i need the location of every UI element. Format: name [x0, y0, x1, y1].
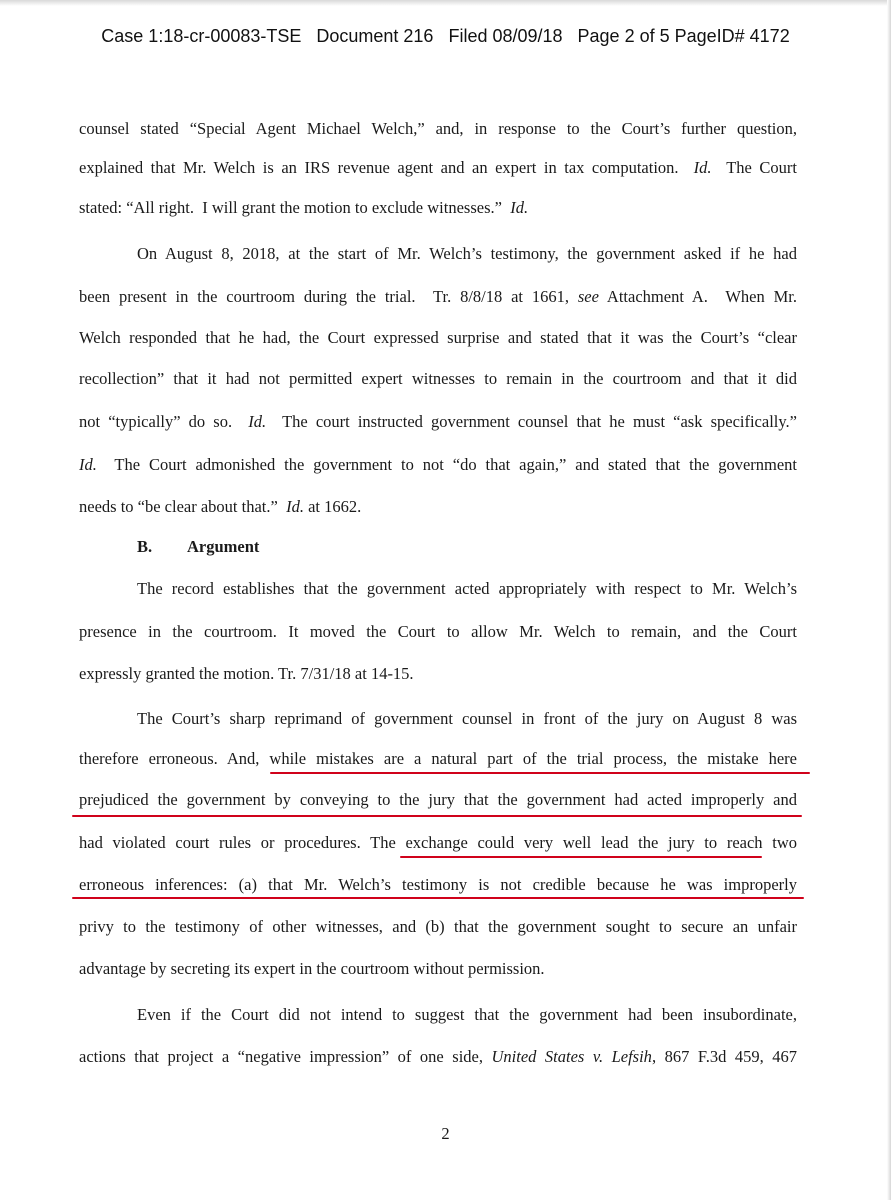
- body-line: expressly granted the motion. Tr. 7/31/18 at 14-15.: [79, 664, 414, 683]
- annotation-underline: [72, 897, 804, 899]
- body-line: therefore erroneous. And, while mistakes are a natural part of the trial process, the mistake here: [79, 749, 797, 768]
- body-line: been present in the courtroom during the trial. Tr. 8/8/18 at 1661, see Attachment A. When Mr.: [79, 287, 797, 306]
- page-top-edge: [0, 0, 891, 6]
- body-line: On August 8, 2018, at the start of Mr. Welch’s testimony, the government asked if he had: [137, 244, 797, 263]
- body-line: recollection” that it had not permitted expert witnesses to remain in the courtroom and that it did: [79, 369, 797, 388]
- body-line: Even if the Court did not intend to suggest that the government had been insubordinate,: [137, 1005, 797, 1024]
- body-line: The record establishes that the government acted appropriately with respect to Mr. Welch’s: [137, 579, 797, 598]
- page-number: 2: [441, 1124, 450, 1143]
- annotation-underline: [400, 856, 762, 858]
- annotation-underline: [270, 772, 810, 774]
- body-line: Id. The Court admonished the government to not “do that again,” and stated that the government: [79, 455, 797, 474]
- body-line: The Court’s sharp reprimand of government counsel in front of the jury on August 8 was: [137, 709, 797, 728]
- body-line: Welch responded that he had, the Court expressed surprise and stated that it was the Court’s “clear: [79, 328, 797, 347]
- body-line: privy to the testimony of other witnesses, and (b) that the government sought to secure an unfair: [79, 917, 797, 936]
- annotation-underline: [72, 815, 802, 817]
- section-heading: Argument: [187, 537, 260, 556]
- body-line: needs to “be clear about that.” Id. at 1662.: [79, 497, 362, 516]
- body-line: counsel stated “Special Agent Michael Welch,” and, in response to the Court’s further question,: [79, 119, 797, 138]
- body-line: advantage by secreting its expert in the courtroom without permission.: [79, 959, 545, 978]
- body-line: stated: “All right. I will grant the motion to exclude witnesses.” Id.: [79, 198, 529, 217]
- body-line: explained that Mr. Welch is an IRS revenue agent and an expert in tax computation. Id. The Court: [79, 158, 797, 177]
- body-line: not “typically” do so. Id. The court instructed government counsel that he must “ask specifically.”: [79, 412, 798, 431]
- section-letter: B.: [137, 537, 153, 556]
- body-line: had violated court rules or procedures. The exchange could very well lead the jury to reach two: [79, 833, 797, 852]
- body-line: presence in the courtroom. It moved the Court to allow Mr. Welch to remain, and the Court: [79, 622, 797, 641]
- case-header: Case 1:18-cr-00083-TSE Document 216 Filed 08/09/18 Page 2 of 5 PageID# 4172: [101, 26, 790, 46]
- body-line: actions that project a “negative impression” of one side, United States v. Lefsih, 867 F.3d 459, 467: [79, 1047, 797, 1066]
- body-line: erroneous inferences: (a) that Mr. Welch’s testimony is not credible because he was improperly: [79, 875, 797, 894]
- page-right-edge: [887, 0, 891, 1200]
- body-line: prejudiced the government by conveying to the jury that the government had acted improperly and: [79, 790, 797, 809]
